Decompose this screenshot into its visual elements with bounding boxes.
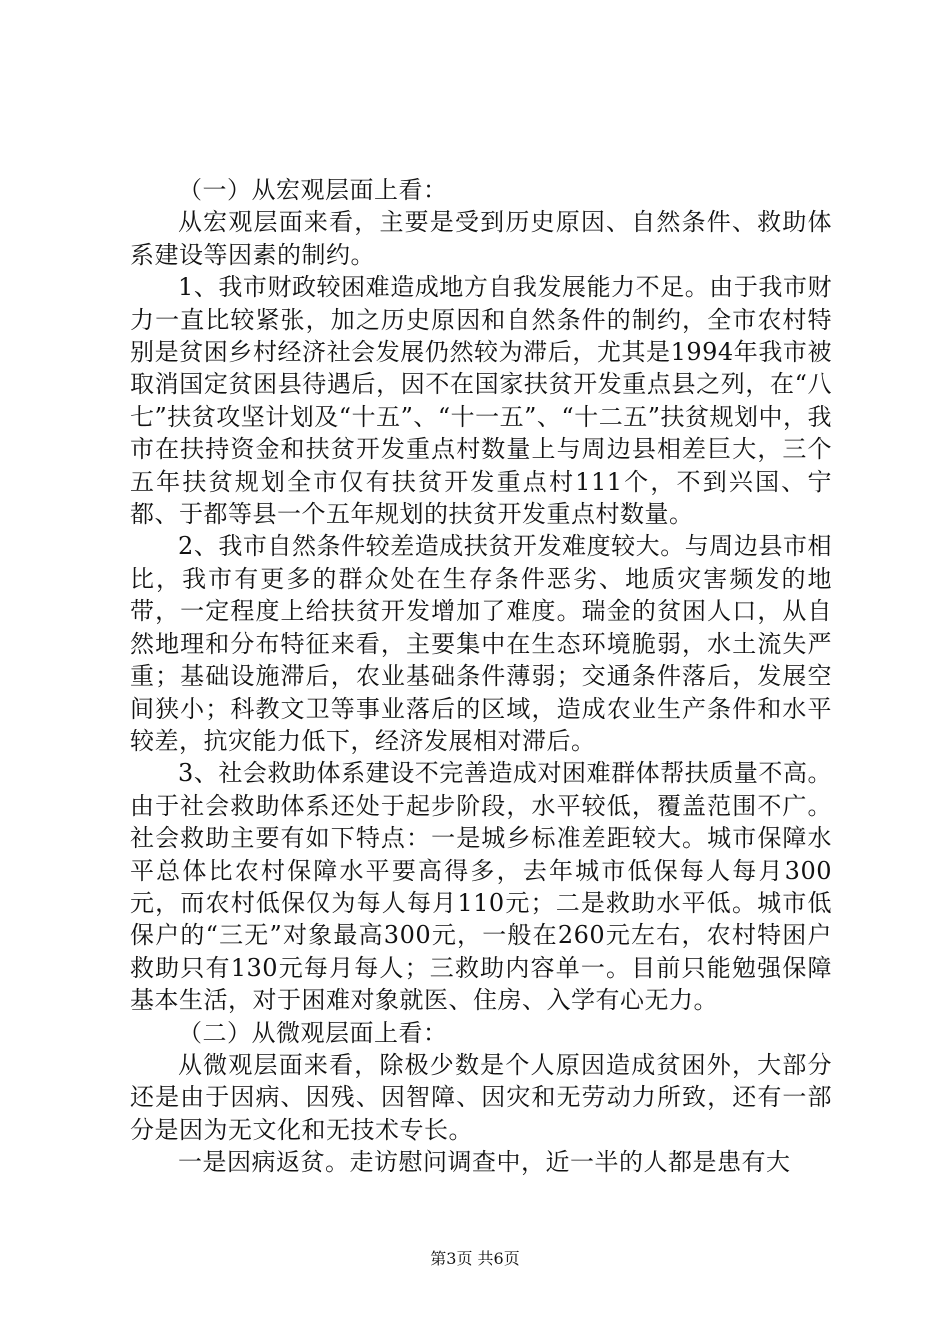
paragraph-illness: 一是因病返贫。走访慰问调查中，近一半的人都是患有大: [178, 1148, 791, 1177]
paragraph-point-1: 1、我市财政较困难造成地方自我发展能力不足。由于我市财力一直比较紧张，加之历史原因和自然条件的制约，全市农村特别是贫困乡村经济社会发展仍然较为滞后，尤其是1994年我市被取消国定贫困县待遇后，因不在国家扶贫开发重点县之列，在“八七”扶贫攻坚计划及“十五”、“十一五”、“十二五”扶贫规划中，我市在扶持资金和扶贫开发重点村数量上与周边县相差巨大，三个五年扶贫规划全市仅有扶贫开发重点村111个，不到兴国、宁都、于都等县一个五年规划的扶贫开发重点村数量。: [130, 273, 832, 529]
section-heading-micro: （二）从微观层面上看：: [178, 1018, 448, 1047]
paragraph-point-2: 2、我市自然条件较差造成扶贫开发难度较大。与周边县市相比，我市有更多的群众处在生存条件恶劣、地质灾害频发的地带，一定程度上给扶贫开发增加了难度。瑞金的贫困人口，从自然地理和分布特征来看，主要集中在生态环境脆弱，水土流失严重；基础设施滞后，农业基础条件薄弱；交通条件落后，发展空间狭小；科教文卫等事业落后的区域，造成农业生产条件和水平较差，抗灾能力低下，经济发展相对滞后。: [130, 532, 832, 755]
paragraph-micro-intro: 从微观层面来看，除极少数是个人原因造成贫困外，大部分还是由于因病、因残、因智障、因灾和无劳动力所致，还有一部分是因为无文化和无技术专长。: [130, 1050, 832, 1144]
page-footer: 第3页 共6页: [430, 1249, 520, 1268]
paragraph-macro-intro: 从宏观层面来看，主要是受到历史原因、自然条件、救助体系建设等因素的制约。: [130, 208, 832, 269]
paragraph-point-3: 3、社会救助体系建设不完善造成对困难群体帮扶质量不高。由于社会救助体系还处于起步阶段，水平较低，覆盖范围不广。社会救助主要有如下特点：一是城乡标准差距较大。城市保障水平总体比农村保障水平要高得多，去年城市低保每人每月300元，而农村低保仅为每人每月110元；二是救助水平低。城市低保户的“三无”对象最高300元，一般在260元左右，农村特困户救助只有130元每月每人；三救助内容单一。目前只能勉强保障基本生活，对于困难对象就医、住房、入学有心无力。: [130, 759, 832, 1015]
section-heading-macro: （一）从宏观层面上看：: [178, 176, 448, 204]
document-body: [130, 174, 832, 1179]
